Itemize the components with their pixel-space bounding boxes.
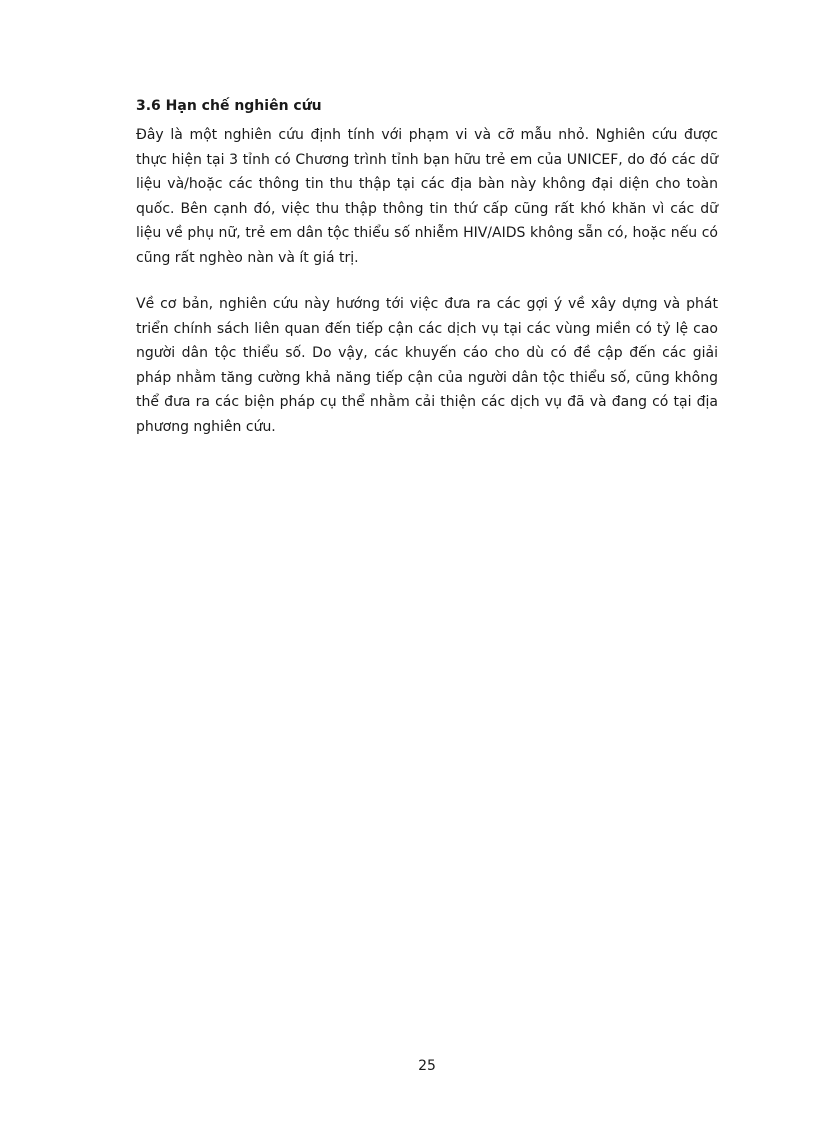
paragraph-limitations: Đây là một nghiên cứu định tính với phạm vi và cỡ mẫu nhỏ. Nghiên cứu được thực hiện tại 3 tỉnh có Chương trình tỉnh bạn hữu trẻ em của UNICEF, do đó các dữ liệu và/hoặc các thông tin thu thập tại các địa bàn này không đại diện cho toàn quốc. Bên cạnh đó, việc thu thập thông tin thứ cấp cũng rất khó khăn vì các dữ liệu về phụ nữ, trẻ em dân tộc thiểu số nhiễm HIV/AIDS không sẵn có, hoặc nếu có cũng rất nghèo nàn và ít giá trị. <box>136 127 718 266</box>
section-heading: 3.6 Hạn chế nghiên cứu <box>136 98 322 114</box>
paragraph-scope: Về cơ bản, nghiên cứu này hướng tới việc đưa ra các gợi ý về xây dựng và phát triển chính sách liên quan đến tiếp cận các dịch vụ tại các vùng miền có tỷ lệ cao người dân tộc thiểu số. Do vậy, các khuyến cáo cho dù có đề cập đến các giải pháp nhằm tăng cường khả năng tiếp cận của người dân tộc thiểu số, cũng không thể đưa ra các biện pháp cụ thể nhằm cải thiện các dịch vụ đã và đang có tại địa phương nghiên cứu. <box>136 296 718 435</box>
page-number: 25 <box>418 1058 436 1074</box>
